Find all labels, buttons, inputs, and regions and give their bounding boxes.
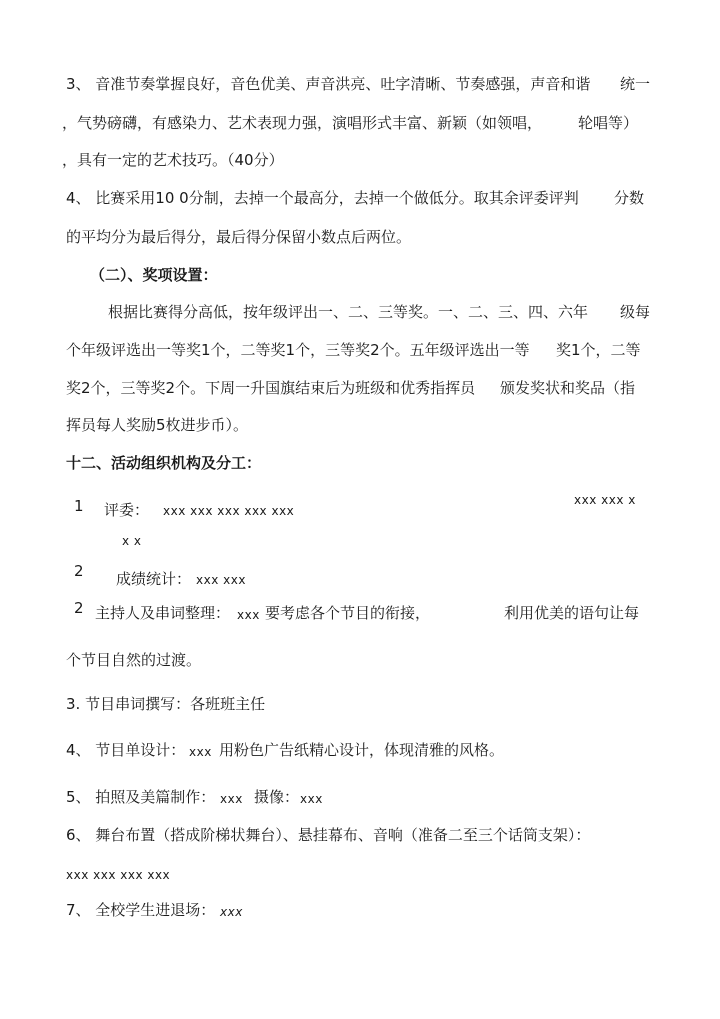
program-prefix: 4、 节目单设计： [66,741,186,759]
host-text2: 个节目自然的过渡。 [66,651,202,669]
host-text1: 要考虑各个节目的衔接， [265,604,431,622]
stats-label: 成绩统计： [116,570,192,588]
awards-heading: （二）、奖项设置： [90,266,218,284]
awards-para-line1-tail: 级每 [620,303,651,321]
awards-para-line3: 奖2个，三等奖2个。下周一升国旗结束后为班级和优秀指挥员 [66,379,476,397]
awards-para-line1: 根据比赛得分高低，按年级评出一、二、三等奖。一、二、三、四、六年 [108,303,589,321]
host-number: 2 [74,599,84,617]
awards-para-line2-tail: 奖1个，二等 [556,341,641,359]
script-line: 3. 节目串词撰写：各班班主任 [66,695,266,713]
criteria-item3-line2-tail: 轮唱等） [578,114,639,132]
criteria-item4-line1-tail: 分数 [614,189,645,207]
judges-names: xxx xxx xxx xxx xxx [163,504,295,518]
judges-names-right: xxx xxx x [574,493,636,507]
organization-heading: 十二、活动组织机构及分工： [66,454,262,472]
stats-names: xxx xxx [196,573,246,587]
judges-names-cont: x x [122,534,142,548]
criteria-item3-line3: ，具有一定的艺术技巧。（40分） [62,151,284,169]
host-label: 主持人及串词整理： [95,604,231,622]
students-name: xxx [220,905,243,919]
photo-mid: 摄像： [254,788,300,806]
criteria-item3-line1: 3、 音准节奏掌握良好，音色优美、声音洪亮、吐字清晰、节奏感强，声音和谐 [66,75,591,93]
criteria-item4-line2: 的平均分为最后得分，最后得分保留小数点后两位。 [66,228,412,246]
awards-para-line4: 挥员每人奖励5枚进步币）。 [66,416,249,434]
judges-number: 1 [74,497,84,515]
photo-name1: xxx [220,792,243,806]
photo-prefix: 5、 拍照及美篇制作： [66,788,216,806]
students-prefix: 7、 全校学生进退场： [66,901,216,919]
awards-para-line3-tail: 颁发奖状和奖品（指 [500,379,636,397]
host-text1-tail: 利用优美的语句让每 [504,604,640,622]
stage-names: xxx xxx xxx xxx [66,868,171,882]
program-name: xxx [189,745,212,759]
program-text: 用粉色广告纸精心设计，体现清雅的风格。 [219,741,505,759]
stage-line: 6、 舞台布置（搭成阶梯状舞台）、悬挂幕布、音响（准备二至三个话筒支架）： [66,826,591,844]
awards-para-line2: 个年级评选出一等奖1个，二等奖1个，三等奖2个。五年级评选出一等 [66,341,530,359]
criteria-item3-line2: ，气势磅礴，有感染力、艺术表现力强，演唱形式丰富、新颖（如领唱， [62,114,543,132]
stats-number: 2 [74,562,84,580]
judges-label: 评委： [104,501,150,519]
criteria-item3-line1-tail: 统一 [620,75,651,93]
host-name: xxx [237,608,260,622]
criteria-item4-line1: 4、 比赛采用10 0分制，去掉一个最高分，去掉一个做低分。取其余评委评判 [66,189,579,207]
photo-name2: xxx [300,792,323,806]
